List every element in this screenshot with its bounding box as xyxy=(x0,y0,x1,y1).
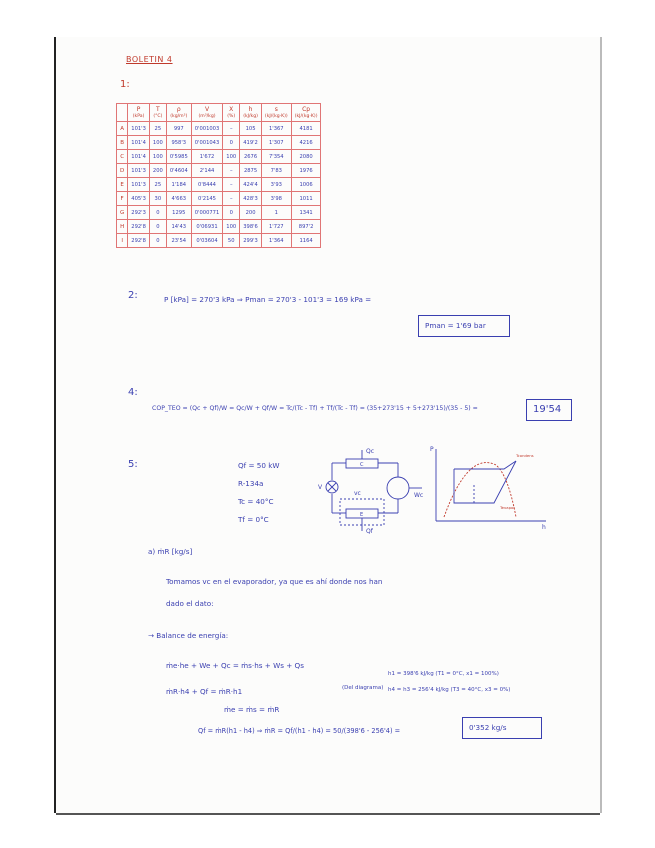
table-row xyxy=(117,136,321,150)
state-label-cell: F xyxy=(117,192,128,206)
table-cell: 2080 xyxy=(291,150,321,164)
answer-box-5a xyxy=(462,717,542,739)
evaporator-label: E xyxy=(360,512,364,518)
table-cell: 100 xyxy=(223,150,240,164)
cop-formula: COP_TEO = (Qc + Qf)/W = Qc/W + Qf/W = Tc/(Tc - Tf) + Tf/(Tc - Tf) = (35+273'15 + 5+273'15)/(35 - 5) = xyxy=(152,405,478,412)
part-a-text-2: dado el dato: xyxy=(166,599,214,608)
table-cell: 1'307 xyxy=(261,136,291,150)
table-cell: 200 xyxy=(149,164,166,178)
table-cell: 7'354 xyxy=(261,150,291,164)
table-body xyxy=(117,122,321,248)
part-a-heading: a) ṁR [kg/s] xyxy=(148,547,193,556)
energy-balance-heading: → Balance de energía: xyxy=(148,631,229,640)
table-cell: – xyxy=(223,178,240,192)
header-unit: (kJ/(kg·K)) xyxy=(294,113,318,119)
table-cell: 101'3 xyxy=(128,178,150,192)
answer-2: Pman = 1'69 bar xyxy=(425,321,486,330)
table-header-cell xyxy=(261,104,291,122)
header-unit: (%) xyxy=(227,113,236,119)
table-cell: 0'03604 xyxy=(191,234,223,248)
header-unit: (kJ/kg) xyxy=(243,113,258,119)
table-cell: 2875 xyxy=(240,164,262,178)
table-cell: 1'367 xyxy=(261,122,291,136)
mass-flow-equation: Qf = ṁR(h1 - h4) ⇒ ṁR = Qf/(h1 - h4) = 50/(398'6 - 256'4) = xyxy=(198,727,401,735)
mass-equality: ṁe = ṁs = ṁR xyxy=(224,705,280,714)
table-row xyxy=(117,122,321,136)
table-header-cell xyxy=(128,104,150,122)
table-cell: 0'5985 xyxy=(166,150,191,164)
wc-label: Wc xyxy=(414,492,424,499)
vc-label: vc xyxy=(354,490,361,497)
table-cell: 292'8 xyxy=(128,234,150,248)
table-cell: 1976 xyxy=(291,164,321,178)
table-cell: 292'3 xyxy=(128,206,150,220)
table-cell: 299'3 xyxy=(240,234,262,248)
table-cell: 200 xyxy=(240,206,262,220)
table-cell: 4181 xyxy=(291,122,321,136)
table-cell: 1164 xyxy=(291,234,321,248)
header-symbol: ρ xyxy=(176,105,181,113)
table-cell: 7'83 xyxy=(261,164,291,178)
table-cell: – xyxy=(223,192,240,206)
given-qf: Qf = 50 kW xyxy=(238,461,280,470)
state-label-cell: H xyxy=(117,220,128,234)
ph-axis-p: P xyxy=(430,446,434,453)
table-row xyxy=(117,192,321,206)
document-page xyxy=(56,37,600,813)
valve-label: V xyxy=(318,484,323,491)
answer-4: 19'54 xyxy=(533,404,562,415)
table-cell: 897'2 xyxy=(291,220,321,234)
table-header-cell xyxy=(166,104,191,122)
table-cell: 101'3 xyxy=(128,122,150,136)
table-cell: 2676 xyxy=(240,150,262,164)
table-cell: 0 xyxy=(149,234,166,248)
table-cell: 419'2 xyxy=(240,136,262,150)
table-cell: 1 xyxy=(261,206,291,220)
state-label-cell: B xyxy=(117,136,128,150)
section-2-equation: P [kPa] = 270'3 kPa ⇒ Pman = 270'3 - 101'3 = 169 kPa = xyxy=(164,295,372,304)
header-symbol: Cp xyxy=(302,105,311,113)
refrigeration-cycle-diagram xyxy=(318,447,428,535)
table-cell: 23'54 xyxy=(166,234,191,248)
table-cell: 101'3 xyxy=(128,164,150,178)
table-row xyxy=(117,220,321,234)
ph-diagram xyxy=(430,445,550,531)
table-row xyxy=(117,206,321,220)
page-title: BOLETIN 4 xyxy=(126,55,173,64)
header-symbol: s xyxy=(274,105,278,113)
table-cell: 1011 xyxy=(291,192,321,206)
table-cell: 3'93 xyxy=(261,178,291,192)
header-unit: (m³/kg) xyxy=(198,113,216,119)
ph-label-tevap: Tevapor xyxy=(500,505,515,510)
header-symbol: P xyxy=(136,105,141,113)
given-tc: Tc = 40°C xyxy=(238,497,274,506)
table-row xyxy=(117,234,321,248)
table-cell: 0 xyxy=(149,220,166,234)
table-cell: 0 xyxy=(223,206,240,220)
table-cell: 428'3 xyxy=(240,192,262,206)
state-label-cell: E xyxy=(117,178,128,192)
energy-equation-1: ṁe·he + We + Qc = ṁs·hs + Ws + Qs xyxy=(166,661,304,670)
table-row xyxy=(117,150,321,164)
table-cell: 0'8444 xyxy=(191,178,223,192)
table-cell: 50 xyxy=(223,234,240,248)
section-5-label: 5: xyxy=(128,459,138,470)
table-header-cell xyxy=(291,104,321,122)
given-refrigerant: R-134a xyxy=(238,479,264,488)
table-cell: 101'4 xyxy=(128,136,150,150)
table-cell: 25 xyxy=(149,122,166,136)
table-cell: 0'001003 xyxy=(191,122,223,136)
header-symbol: T xyxy=(156,105,160,113)
section-1-label: 1: xyxy=(120,79,130,90)
qc-label: Qc xyxy=(366,448,375,455)
table-cell: 424'4 xyxy=(240,178,262,192)
table-cell: 1'184 xyxy=(166,178,191,192)
table-cell: 398'6 xyxy=(240,220,262,234)
header-unit: (°C) xyxy=(153,113,163,119)
table-header-cell xyxy=(117,104,128,122)
table-cell: 0'000771 xyxy=(191,206,223,220)
table-cell: 30 xyxy=(149,192,166,206)
table-cell: 101'4 xyxy=(128,150,150,164)
table-cell: 1'364 xyxy=(261,234,291,248)
table-cell: 100 xyxy=(223,220,240,234)
table-header-cell xyxy=(240,104,262,122)
table-cell: 105 xyxy=(240,122,262,136)
header-unit: (kPa) xyxy=(132,113,145,119)
table-header-cell xyxy=(191,104,223,122)
answer-box-2 xyxy=(418,315,510,337)
table-cell: 2'144 xyxy=(191,164,223,178)
table-cell: – xyxy=(223,122,240,136)
state-label-cell: G xyxy=(117,206,128,220)
table-cell: 4216 xyxy=(291,136,321,150)
table-cell: 292'8 xyxy=(128,220,150,234)
table-cell: 0 xyxy=(149,206,166,220)
qf-label: Qf xyxy=(366,528,373,535)
state-label-cell: C xyxy=(117,150,128,164)
table-row xyxy=(117,178,321,192)
table-cell: 3'98 xyxy=(261,192,291,206)
ph-label-tcond: Tcondens xyxy=(516,453,534,458)
energy-equation-2: ṁR·h4 + Qf = ṁR·h1 xyxy=(166,687,243,696)
header-unit: (kJ/(kg·K)) xyxy=(264,113,288,119)
table-header-row xyxy=(117,104,321,122)
table-cell: 997 xyxy=(166,122,191,136)
h4-value: h4 = h3 = 256'4 kJ/kg (T3 = 40°C, x3 = 0%) xyxy=(388,687,511,693)
table-row xyxy=(117,164,321,178)
section-2-label: 2: xyxy=(128,290,138,301)
table-cell: 1'727 xyxy=(261,220,291,234)
header-symbol: h xyxy=(248,105,253,113)
given-tf: Tf = 0°C xyxy=(238,515,269,524)
table-cell: 0'4604 xyxy=(166,164,191,178)
table-cell: 1295 xyxy=(166,206,191,220)
part-a-text-1: Tomamos vc en el evaporador, ya que es ahí donde nos han xyxy=(166,577,383,586)
table-header-cell xyxy=(149,104,166,122)
header-symbol: X xyxy=(229,105,234,113)
diagram-note: (Del diagrama) xyxy=(342,685,384,691)
properties-table xyxy=(116,103,321,248)
table-cell: 0'06931 xyxy=(191,220,223,234)
table-cell: 0'001043 xyxy=(191,136,223,150)
table-cell: 1'672 xyxy=(191,150,223,164)
state-label-cell: I xyxy=(117,234,128,248)
table-cell: 0'2145 xyxy=(191,192,223,206)
compressor-symbol xyxy=(387,477,409,499)
table-cell: 1341 xyxy=(291,206,321,220)
table-cell: 25 xyxy=(149,178,166,192)
section-4-label: 4: xyxy=(128,387,138,398)
h1-value: h1 = 398'6 kJ/kg (T1 = 0°C, x1 = 100%) xyxy=(388,671,499,677)
answer-5a: 0'352 kg/s xyxy=(469,723,507,732)
table-cell: 100 xyxy=(149,136,166,150)
header-symbol: V xyxy=(204,105,210,113)
table-header-cell xyxy=(223,104,240,122)
ph-axis-h: h xyxy=(542,524,546,531)
table-cell: 14'43 xyxy=(166,220,191,234)
table-cell: 405'3 xyxy=(128,192,150,206)
header-unit: (kg/m³) xyxy=(170,113,188,119)
table-cell: – xyxy=(223,164,240,178)
table-cell: 0 xyxy=(223,136,240,150)
answer-box-4 xyxy=(526,399,572,421)
table-cell: 100 xyxy=(149,150,166,164)
table-cell: 1006 xyxy=(291,178,321,192)
table-cell: 4'663 xyxy=(166,192,191,206)
state-label-cell: D xyxy=(117,164,128,178)
table-cell: 958'3 xyxy=(166,136,191,150)
condenser-label: C xyxy=(360,462,364,468)
state-label-cell: A xyxy=(117,122,128,136)
